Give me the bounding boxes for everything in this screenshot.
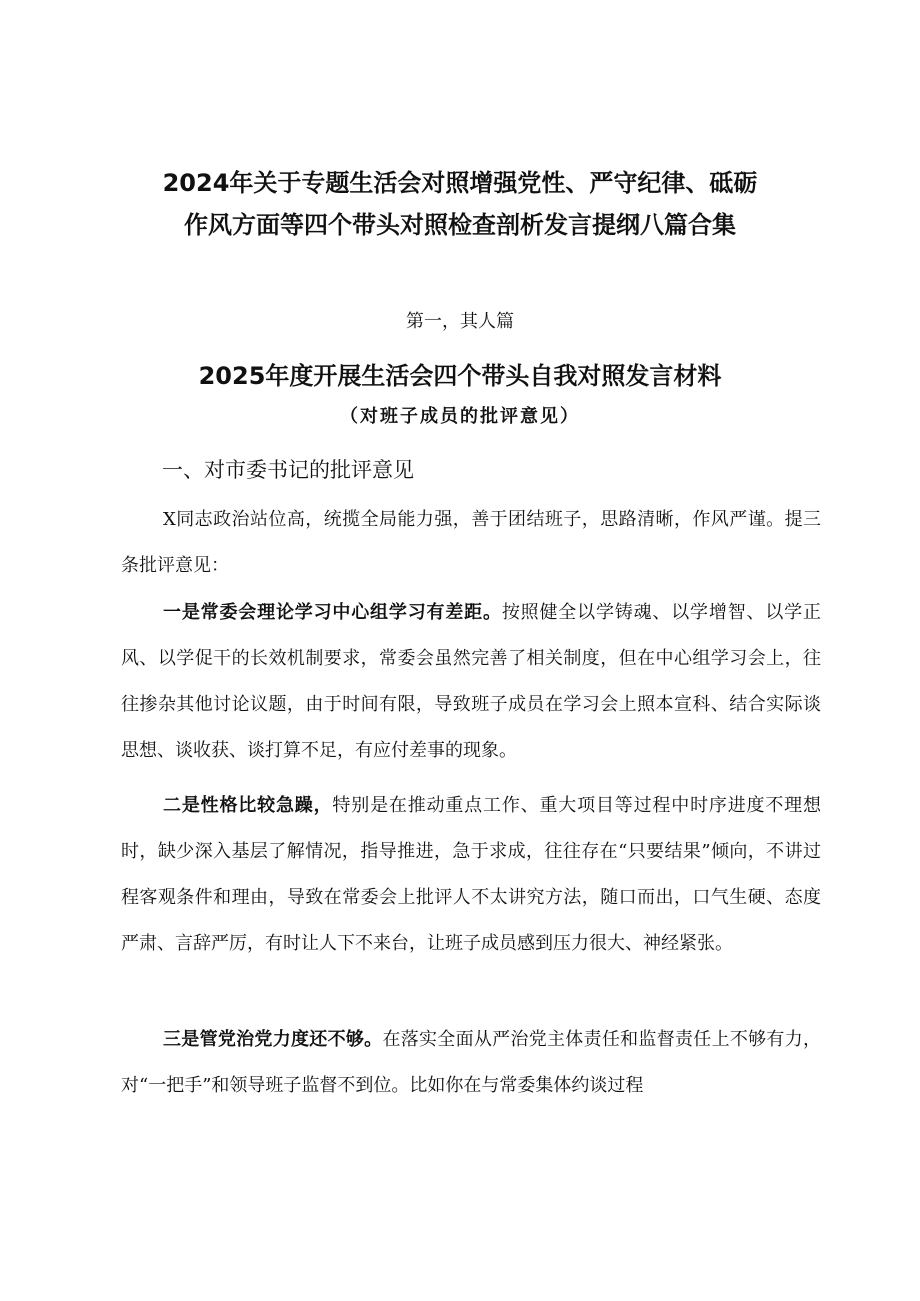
paragraph-point-2	[121, 783, 821, 967]
document-subtitle: （对班子成员的批评意见）	[340, 406, 580, 427]
paragraph-body: 特别是在推动重点工作、重大项目等过程中时序进度不理想时，缺少深入基层了解情况，指导推进，急于求成，往往存在“只要结果”倾向，不讲过程客观条件和理由，导致在常委会上批评人不太讲究方法，随口而出，口气生硬、态度严肃、言辞严厉，有时让人下不来台，让班子成员感到压力很大、神经紧张。	[121, 795, 822, 954]
paragraph-lead: 一是常委会理论学习中心组学习有差距。	[163, 602, 502, 623]
paragraph-point-3	[121, 1017, 821, 1109]
paragraph-body: 在落实全面从严治党主体责任和监督责任上不够有力，对“一把手”和领导班子监督不到位。比如你在与常委集体约谈过程	[121, 1029, 822, 1096]
paragraph-lead: 二是性格比较急躁，	[163, 795, 333, 816]
paragraph-intro	[121, 497, 821, 589]
section-heading: 一、对市委书记的批评意见	[162, 458, 414, 482]
main-title-line-1: 2024年关于专题生活会对照增强党性、严守纪律、砥砺	[162, 169, 758, 197]
paragraph-point-1	[121, 590, 821, 774]
main-title-line-2: 作风方面等四个带头对照检查剖析发言提纲八篇合集	[184, 211, 736, 239]
paragraph-body: X同志政治站位高，统揽全局能力强，善于团结班子，思路清晰，作风严谨。提三条批评意见：	[121, 509, 821, 576]
part-label: 第一，其人篇	[406, 311, 514, 332]
paragraph-body: 按照健全以学铸魂、以学增智、以学正风、以学促干的长效机制要求，常委会虽然完善了相关制度，但在中心组学习会上，往往掺杂其他讨论议题，由于时间有限，导致班子成员在学习会上照本宣科、结合实际谈思想、谈收获、谈打算不足，有应付差事的现象。	[121, 602, 822, 761]
paragraph-lead: 三是管党治党力度还不够。	[163, 1029, 383, 1050]
document-title: 2025年度开展生活会四个带头自我对照发言材料	[198, 362, 722, 390]
